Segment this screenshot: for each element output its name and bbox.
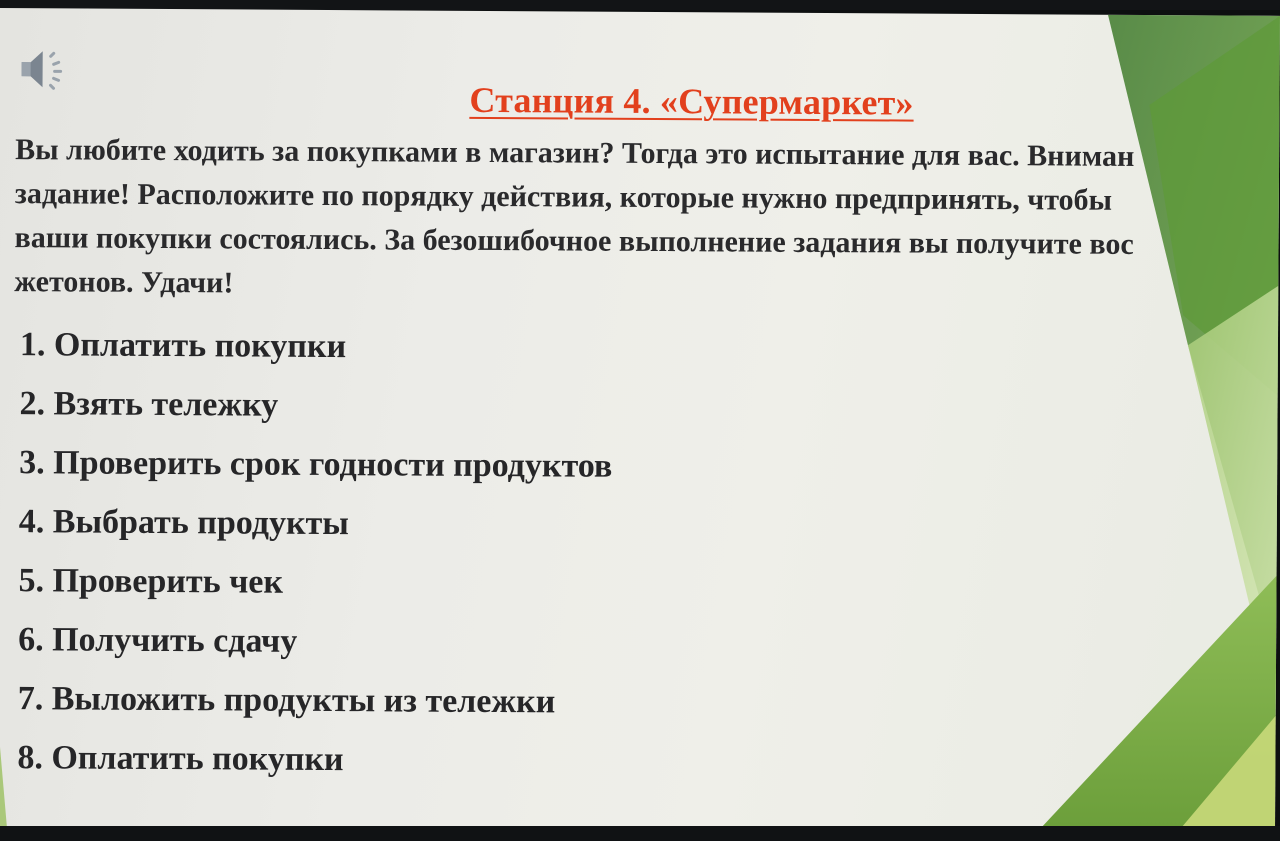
step-item: 1. Оплатить покупки <box>19 326 347 366</box>
intro-line: Вы любите ходить за покупками в магазин? Тогда это испытание для вас. Вниман <box>15 133 1135 173</box>
speaker-icon[interactable] <box>17 44 73 94</box>
steps-list <box>17 320 613 796</box>
presentation-slide <box>0 8 1280 836</box>
step-item: 4. Выбрать продукты <box>18 503 349 543</box>
screen-bezel-bottom <box>0 826 1280 841</box>
step-item: 3. Проверить срок годности продуктов <box>19 444 613 485</box>
slide-title: Станция 4. «Супермаркет» <box>469 79 914 123</box>
intro-line: задание! Расположите по порядку действия, которые нужно предпринять, чтобы <box>14 177 1113 217</box>
step-item: 7. Выложить продукты из тележки <box>17 680 556 721</box>
intro-paragraph <box>14 128 1280 313</box>
step-item: 6. Получить сдачу <box>18 621 298 660</box>
step-item: 8. Оплатить покупки <box>17 739 344 779</box>
step-item: 5. Проверить чек <box>18 562 284 601</box>
intro-line: жетонов. Удачи! <box>14 265 234 300</box>
step-item: 2. Взять тележку <box>19 385 279 424</box>
intro-line: ваши покупки состоялись. За безошибочное выполнение задания вы получите вос <box>14 221 1134 261</box>
